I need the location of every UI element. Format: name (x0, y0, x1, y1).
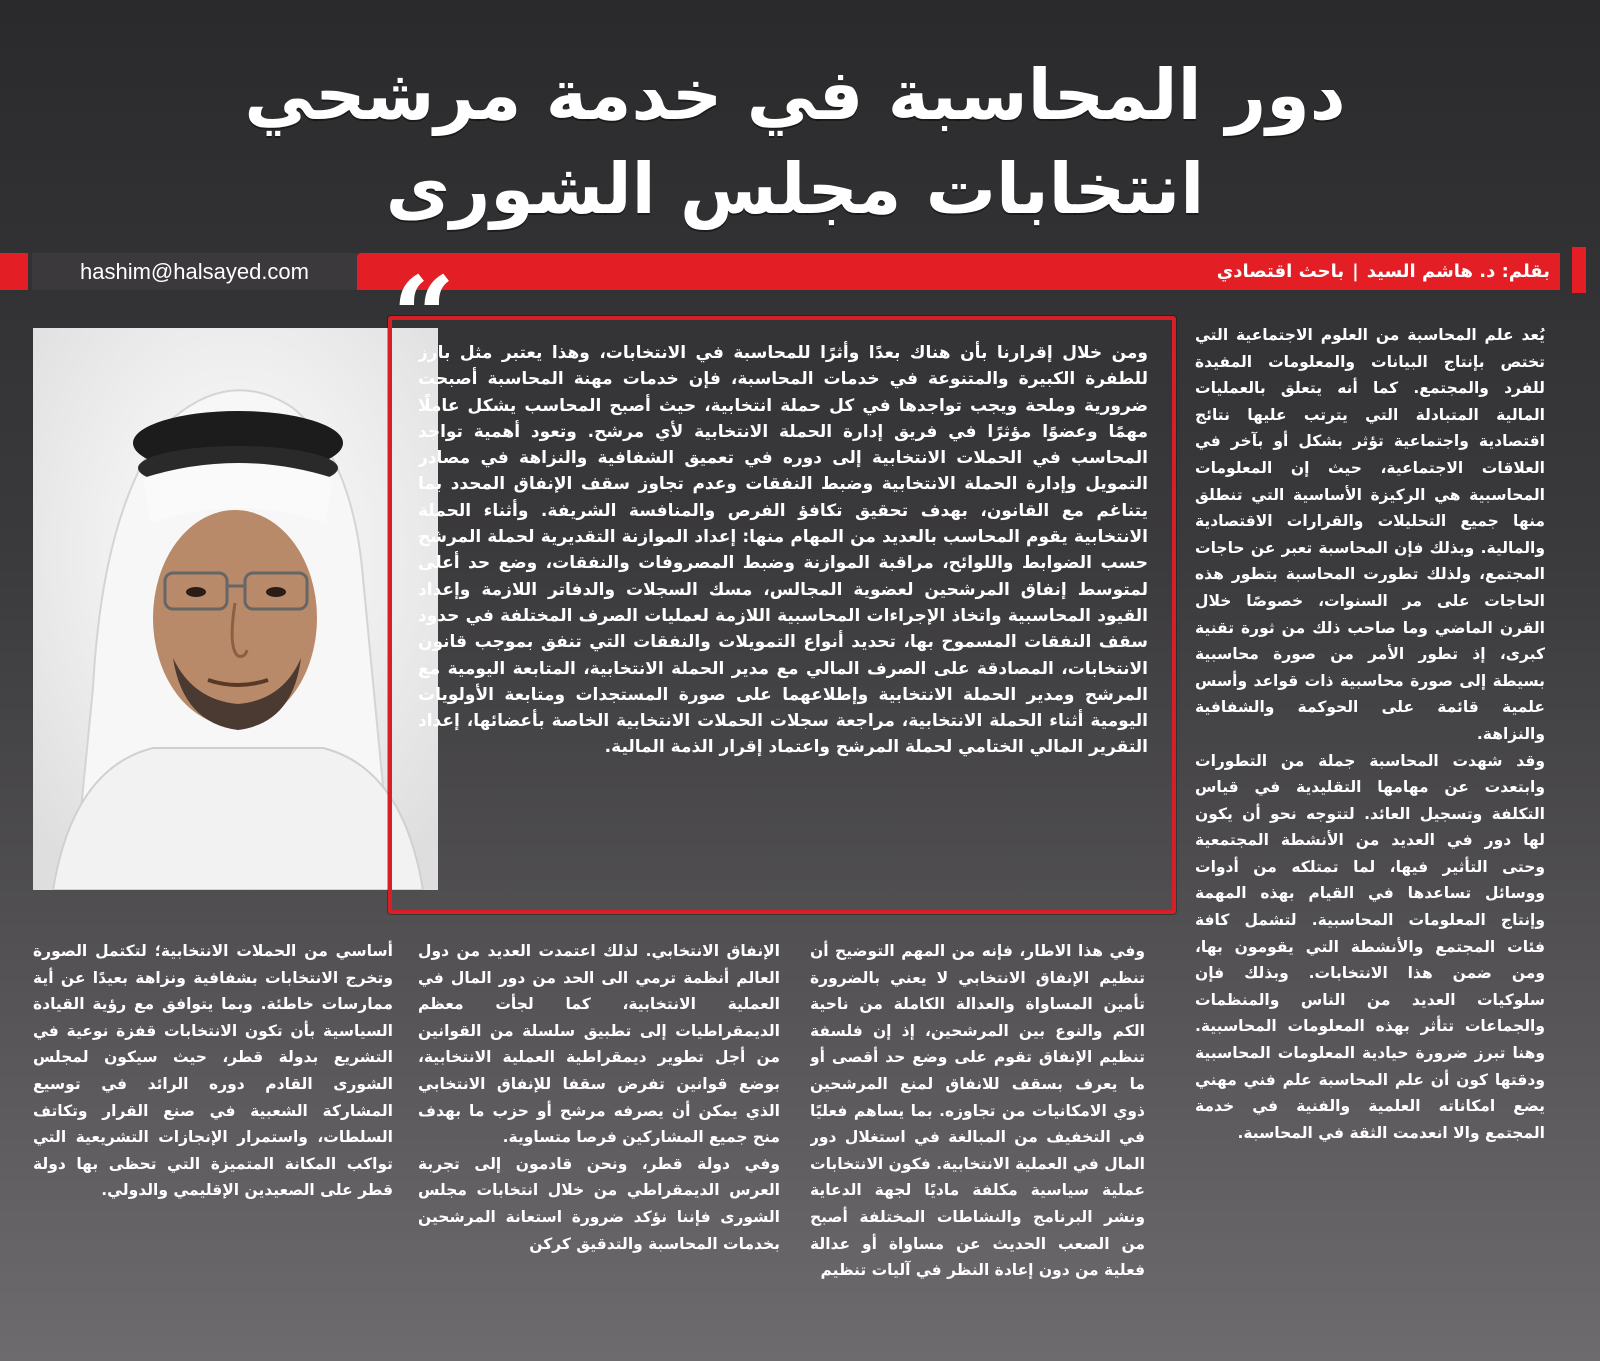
article-headline (30, 48, 1560, 236)
paragraph: وفي هذا الاطار، فإنه من المهم التوضيح أن تنظيم الإنفاق الانتخابي لا يعني بالضرورة تأمين المساواة والعدالة الكاملة من ناحية الكم والنوع بين المرشحين، إذ إن فلسفة تنظيم الإنفاق تقوم على وضع حد أقصى أو ما يعرف بسقف للانفاق لمنع المرشحين ذوي الامكانيات من تجاوزه. بما يساهم فعليًا في التخفيف من المبالغة في استغلال دور المال في العملية الانتخابية. فكون الانتخابات عملية سياسية مكلفة ماديًا لجهة الدعاية ونشر البرنامج والنشاطات المختلفة أصبح من الصعب الحديث عن مساواة أو عدالة فعلية من دون إعادة النظر في آليات تنظيم (810, 942, 1145, 1280)
headline-line-1: دور المحاسبة في خدمة مرشحي (244, 54, 1346, 136)
byline-bar (357, 253, 1560, 290)
byline (1217, 253, 1550, 290)
accent-bar-right (1572, 247, 1586, 293)
headline-line-2: انتخابات مجلس الشورى (385, 148, 1205, 230)
author-photo (33, 328, 438, 890)
paragraph: الإنفاق الانتخابي. لذلك اعتمدت العديد من دول العالم أنظمة ترمي الى الحد من دور المال في العملية الانتخابية، كما لجأت معظم الديمقراطيات إلى تطبيق سلسلة من القوانين من أجل تطوير ديمقراطية العملية الانتخابية، بوضع قوانين تفرض سقفا للإنفاق الانتخابي الذي يمكن أن يصرفه مرشح أو حزب ما بهدف منح جميع المشاركين فرصا متساوية. (418, 942, 780, 1147)
article-column-right (1195, 322, 1545, 1332)
quote-mark: “ (392, 252, 456, 381)
article-column-bottom-3 (33, 938, 393, 1338)
article-column-bottom-2 (418, 938, 780, 1338)
byline-author: بقلم: د. هاشم السيد (1366, 261, 1550, 282)
accent-bar-left (0, 253, 28, 290)
byline-role: باحث اقتصادي (1216, 261, 1345, 282)
article-column-bottom-1 (810, 938, 1145, 1338)
pull-quote-text: ومن خلال إقرارنا بأن هناك بعدًا وأثرًا للمحاسبة في الانتخابات، وهذا يعتبر مثل بارز للطفرة الكبيرة والمتنوعة في خدمات المحاسبة، فإن خدمات مهنة المحاسبة أصبحت ضرورية وملحة ويجب تواجدها في كل حملة انتخابية، حيث أصبح المحاسب يشكل عاملًا مهمًا وعضوًا مؤثرًا في فريق إدارة الحملة الانتخابية لأي مرشح. وتعود أهمية تواجد المحاسب في الحملات الانتخابية إلى دوره في تعميق الشفافية والنزاهة في مصادر التمويل وإدارة الحملة الانتخابية وضبط النفقات وعدم تجاوز سقف الإنفاق المحدد بما يتناغم مع القانون، بهدف تحقيق تكافؤ الفرص والمنافسة الشريفة. وأثناء الحملة الانتخابية يقوم المحاسب بالعديد من المهام منها: إعداد الموازنة التقديرية لحملة المرشح حسب الضوابط واللوائح، مراقبة الموازنة وضبط المصروفات والنفقات، وضع حد أعلى لمتوسط إنفاق المرشحين لعضوية المجالس، مسك السجلات والدفاتر اللازمة وإعداد القيود المحاسبية واتخاذ الإجراءات المحاسبية اللازمة لعمليات الصرف المختلفة في حدود سقف النفقات المسموح بها، تحديد أنواع التمويلات والنفقات التي تنفق بموجب قانون الانتخابات، المصادقة على الصرف المالي مع مدير الحملة الانتخابية، المتابعة اليومية مع المرشح ومدير الحملة الانتخابية وإطلاعهما على صورة المستجدات ومتابعة الأولويات اليومية أثناء الحملة الانتخابية، مراجعة سجلات الحملات الانتخابية الخاصة بأعضائها، إعداد التقرير المالي الختامي لحملة المرشح واعتماد إقرار الذمة المالية. (418, 343, 1148, 758)
byline-separator: | (1352, 261, 1359, 282)
paragraph: وفي دولة قطر، ونحن قادمون إلى تجربة العرس الديمقراطي من خلال انتخابات مجلس الشورى فإننا نؤكد ضرورة استعانة المرشحين بخدمات المحاسبة والتدقيق كركن (418, 1154, 780, 1253)
paragraph: أساسي من الحملات الانتخابية؛ لتكتمل الصورة وتخرج الانتخابات بشفافية ونزاهة بعيدًا عن أية ممارسات خاطئة. وبما يتوافق مع رؤية القيادة السياسية بأن تكون الانتخابات قفزة نوعية في التشريع بدولة قطر، حيث سيكون لمجلس الشورى القادم دوره الرائد في توسيع المشاركة الشعبية في صنع القرار وتكاتف السلطات، واستمرار الإنجازات التشريعية التي تواكب المكانة المتميزة التي تحظى بها دولة قطر على الصعيدين الإقليمي والدولي. (33, 942, 393, 1200)
author-email[interactable]: hashim@halsayed.com (32, 253, 357, 290)
paragraph: يُعد علم المحاسبة من العلوم الاجتماعية التي تختص بإنتاج البيانات والمعلومات المفيدة للفرد والمجتمع. كما أنه يتعلق بالعمليات المالية المتبادلة التي يترتب عليها نتائج اقتصادية واجتماعية تؤثر بشكل أو بآخر في العلاقات الاجتماعية، حيث إن المعلومات المحاسبية هي الركيزة الأساسية التي تنطلق منها جميع التحليلات والقرارات الاقتصادية والمالية. وبذلك فإن المحاسبة تعبر عن حاجات المجتمع، ولذلك تطورت المحاسبة بتطور هذه الحاجات على مر السنوات، خصوصًا خلال القرن الماضي وما صاحب ذلك من ثورة تقنية كبرى، إذ تطور الأمر من صورة محاسبية بسيطة إلى صورة محاسبية ذات قواعد وأسس علمية قائمة على الحوكمة والشفافية والنزاهة. (1195, 326, 1545, 743)
paragraph: وقد شهدت المحاسبة جملة من التطورات وابتعدت عن مهامها التقليدية في قياس التكلفة وتسجيل العائد. لتتوجه نحو أن يكون لها دور في العديد من الأنشطة المجتمعية وحتى التأثير فيها، لما تمتلكه من أدوات ووسائل تساعدها في القيام بهذه المهمة وإنتاج المعلومات المحاسبية. لتشمل كافة فئات المجتمع والأنشطة التي يقومون بها، ومن ضمن هذا الانتخابات. وبذلك فإن سلوكيات العديد من الناس والمنظمات والجماعات تتأثر بهذه المعلومات المحاسبية. وهنا تبرز ضرورة حيادية المعلومات المحاسبية ودقتها كون أن علم المحاسبة علم فني مهني يضع امكاناته العلمية والفنية في خدمة المجتمع والا انعدمت الثقة في المحاسبة. (1195, 751, 1545, 1142)
